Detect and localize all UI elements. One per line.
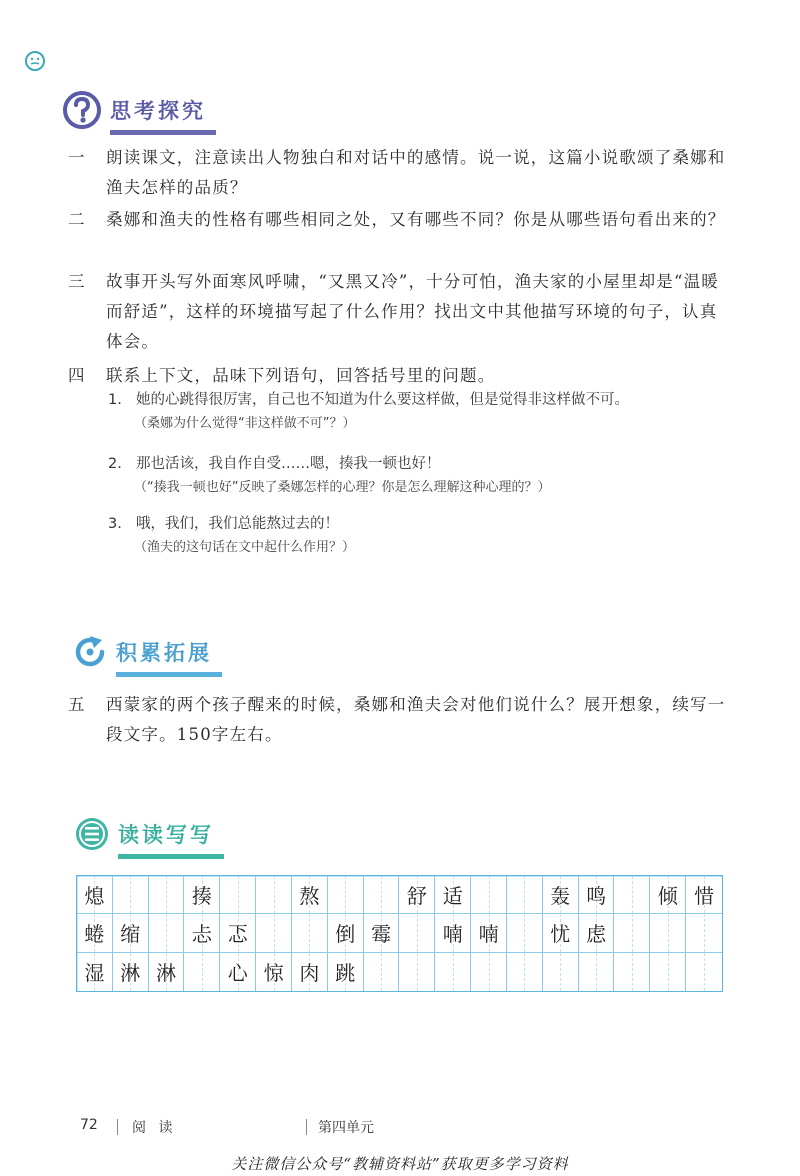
question-1 — [68, 143, 728, 203]
grid-char: 缩 — [120, 922, 141, 947]
grid-cell — [364, 953, 400, 991]
grid-cell — [614, 953, 650, 991]
grid-cell — [220, 914, 256, 952]
section-label: 阅 读 — [132, 1120, 177, 1136]
grid-cell — [435, 914, 471, 952]
grid-cell — [149, 953, 185, 991]
grid-cell — [77, 914, 113, 952]
question-mark-icon — [62, 90, 102, 130]
grid-cell — [113, 953, 149, 991]
question-3 — [68, 267, 728, 357]
sub-item-3 — [108, 512, 748, 560]
grid-cell — [579, 953, 615, 991]
grid-cell — [579, 914, 615, 952]
sub-item-hint: （“揍我一顿也好”反映了桑娜怎样的心理？你是怎么理解这种心理的？） — [134, 480, 551, 495]
section-title-accumulate: 积累拓展 — [116, 637, 212, 667]
question-number: 五 — [68, 695, 85, 714]
page-number: 72 — [80, 1117, 98, 1133]
grid-char: 虑 — [586, 922, 607, 947]
sub-item-text: 她的心跳得很厉害，自己也不知道为什么要这样做，但是觉得非这样做不可。 — [136, 392, 629, 408]
section-title-read-write: 读读写写 — [118, 819, 214, 849]
grid-cell — [149, 876, 185, 914]
sub-item-number: 1. — [108, 392, 122, 408]
section-header-read-write — [74, 816, 214, 852]
grid-cell — [650, 914, 686, 952]
grid-cell — [686, 953, 722, 991]
grid-cell — [543, 876, 579, 914]
grid-cell — [686, 876, 722, 914]
grid-char: 喃 — [442, 922, 463, 947]
grid-cell — [292, 914, 328, 952]
grid-char: 惜 — [694, 884, 715, 909]
grid-cell — [543, 953, 579, 991]
grid-char: 肉 — [299, 961, 320, 986]
grid-cell — [364, 876, 400, 914]
question-text: 故事开头写外面寒风呼啸，“又黑又冷”，十分可怕，渔夫家的小屋里却是“温暖而舒适”，这样的环境描写起了什么作用？找出文中其他描写环境的句子，认真体会。 — [106, 272, 720, 351]
grid-cell — [113, 876, 149, 914]
grid-cell — [399, 914, 435, 952]
grid-cell — [435, 953, 471, 991]
question-number: 三 — [68, 272, 85, 291]
grid-cell — [543, 914, 579, 952]
grid-char: 湿 — [84, 961, 105, 986]
grid-cell — [471, 953, 507, 991]
sub-item-number: 3. — [108, 516, 122, 532]
grid-char: 跳 — [335, 961, 356, 986]
sub-item-1 — [108, 388, 748, 436]
grid-char: 忧 — [550, 922, 571, 947]
sub-item-hint: （渔夫的这句话在文中起什么作用？） — [134, 540, 356, 555]
grid-cell — [650, 876, 686, 914]
grid-cell — [256, 953, 292, 991]
grid-char: 揍 — [191, 884, 212, 909]
grid-char: 轰 — [550, 884, 571, 909]
grid-cell — [256, 876, 292, 914]
grid-cell — [220, 876, 256, 914]
grid-char: 惊 — [263, 961, 284, 986]
grid-cell — [686, 914, 722, 952]
grid-cell — [77, 953, 113, 991]
section-title-think: 思考探究 — [110, 95, 206, 125]
unit-label: 第四单元 — [318, 1120, 374, 1136]
question-text: 朗读课文，注意读出人物独白和对话中的感情。说一说，这篇小说歌颂了桑娜和渔夫怎样的品质？ — [106, 148, 726, 197]
list-circle-icon — [74, 816, 110, 852]
grid-char: 适 — [442, 884, 463, 909]
section-header-accumulate — [72, 634, 212, 670]
sub-item-number: 2. — [108, 456, 122, 472]
grid-cell — [328, 876, 364, 914]
grid-cell — [77, 876, 113, 914]
question-2 — [68, 205, 728, 235]
grid-cell — [507, 953, 543, 991]
grid-char: 淋 — [120, 961, 141, 986]
vocabulary-grid — [76, 875, 723, 992]
question-4 — [68, 361, 728, 391]
question-number: 二 — [68, 210, 85, 229]
grid-cell — [184, 914, 220, 952]
grid-char: 淋 — [156, 961, 177, 986]
question-text: 联系上下文，品味下列语句，回答括号里的问题。 — [106, 366, 496, 385]
grid-cell — [650, 953, 686, 991]
grid-cell — [471, 914, 507, 952]
grid-cell — [614, 876, 650, 914]
grid-cell — [256, 914, 292, 952]
grid-char: 蜷 — [84, 922, 105, 947]
grid-char: 舒 — [406, 884, 427, 909]
grid-char: 熬 — [299, 884, 320, 909]
grid-cell — [184, 953, 220, 991]
grid-char: 倾 — [657, 884, 678, 909]
smiley-icon — [24, 50, 46, 72]
grid-cell — [364, 914, 400, 952]
question-number: 四 — [68, 366, 85, 385]
sub-item-hint: （桑娜为什么觉得“非这样做不可”？） — [134, 416, 356, 431]
grid-char: 霉 — [371, 922, 392, 947]
grid-cell — [149, 914, 185, 952]
grid-cell — [507, 876, 543, 914]
grid-cell — [328, 953, 364, 991]
grid-cell — [435, 876, 471, 914]
grid-cell — [471, 876, 507, 914]
grid-cell — [328, 914, 364, 952]
grid-cell — [113, 914, 149, 952]
grid-cell — [399, 953, 435, 991]
sub-item-text: 哦，我们，我们总能熬过去的！ — [136, 516, 339, 532]
question-number: 一 — [68, 148, 85, 167]
watermark-text: 关注微信公众号“教辅资料站”获取更多学习资料 — [231, 1155, 569, 1173]
section-header-think — [62, 90, 206, 130]
sub-item-text: 那也活该，我自作自受……嗯，揍我一顿也好！ — [136, 456, 441, 472]
sub-item-2 — [108, 452, 748, 500]
page-footer — [80, 1117, 720, 1139]
grid-cell — [399, 876, 435, 914]
grid-cell — [220, 953, 256, 991]
grid-cell — [292, 953, 328, 991]
grid-char: 熄 — [84, 884, 105, 909]
grid-char: 喃 — [478, 922, 499, 947]
question-5 — [68, 690, 728, 750]
question-text: 桑娜和渔夫的性格有哪些相同之处，又有哪些不同？你是从哪些语句看出来的？ — [106, 210, 726, 229]
grid-char: 心 — [227, 961, 248, 986]
grid-cell — [292, 876, 328, 914]
grid-char: 倒 — [335, 922, 356, 947]
question-text: 西蒙家的两个孩子醒来的时候，桑娜和渔夫会对他们说什么？展开想象，续写一段文字。150字左右。 — [106, 695, 726, 744]
grid-char: 忐 — [191, 922, 212, 947]
refresh-arrow-icon — [72, 634, 108, 670]
grid-cell — [507, 914, 543, 952]
grid-cell — [184, 876, 220, 914]
grid-cell — [614, 914, 650, 952]
grid-char: 鸣 — [586, 884, 607, 909]
grid-char: 忑 — [227, 922, 248, 947]
grid-cell — [579, 876, 615, 914]
